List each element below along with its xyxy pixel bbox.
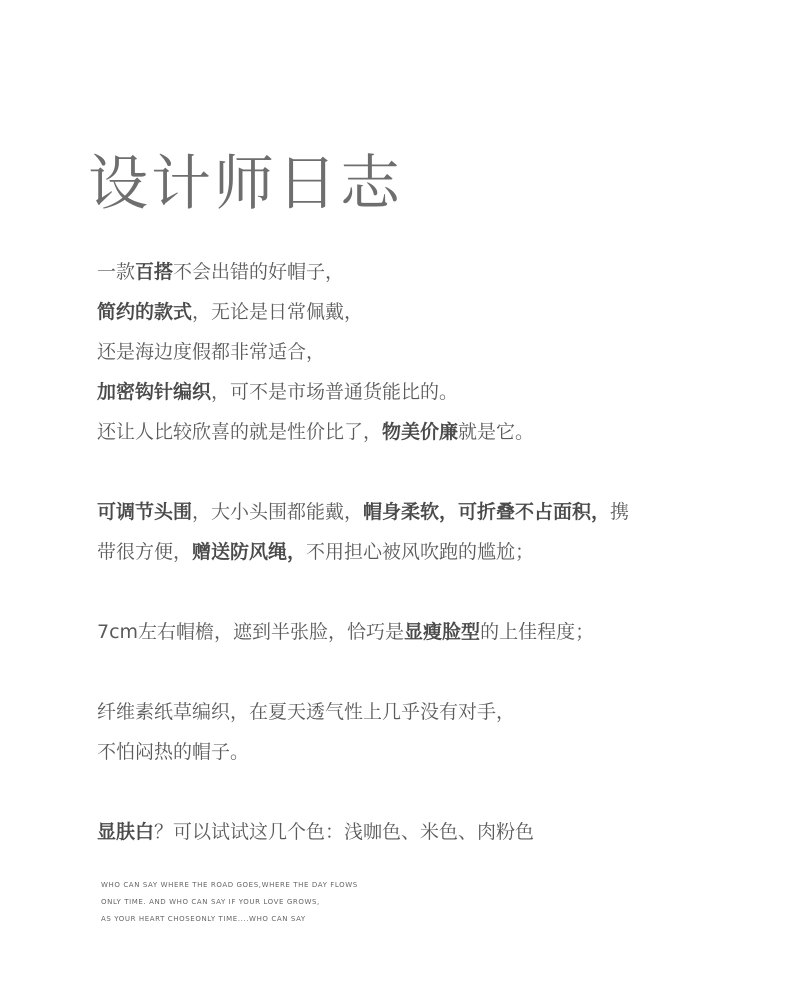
text: 7cm左右帽檐，遮到半张脸，恰巧是: [97, 621, 405, 643]
paragraph-gap: [97, 572, 737, 612]
footer-line: AS YOUR HEART CHOSEONLY TIME....WHO CAN SAY: [101, 915, 306, 923]
text-line: [97, 812, 737, 852]
paragraph-gap: [97, 452, 737, 492]
description-body: [97, 252, 737, 852]
text: ？可以试试这几个色：浅咖色、米色、肉粉色: [154, 821, 535, 843]
text-line: [97, 372, 737, 412]
paragraph-gap: [97, 652, 737, 692]
page-title: 设计师日志: [88, 149, 403, 219]
text-line: [97, 332, 737, 372]
text-line: [97, 612, 737, 652]
text: 的上佳程度；: [480, 621, 595, 643]
highlight-text: 可调节头围: [97, 501, 193, 523]
text-line: [97, 292, 737, 332]
text: ，大小头围都能戴，: [192, 501, 364, 523]
footer-line: WHO CAN SAY WHERE THE ROAD GOES,WHERE THE DAY FLOWS: [101, 881, 358, 889]
paragraph-gap: [97, 772, 737, 812]
text: 还是海边度假都非常适合，: [97, 341, 326, 363]
text-line: [97, 692, 737, 732]
text-line: [97, 532, 737, 572]
highlight-text: 帽身柔软，可折叠不占面积，: [363, 501, 611, 523]
text: 不用担心被风吹跑的尴尬；: [306, 541, 535, 563]
text-line: [97, 492, 737, 532]
highlight-text: 赠送防风绳，: [192, 541, 307, 563]
text: 不怕闷热的帽子。: [97, 741, 250, 763]
text: ，可不是市场普通货能比的。: [211, 381, 459, 403]
text: 就是它。: [458, 421, 535, 443]
text-line: [97, 412, 737, 452]
text-line: [97, 252, 737, 292]
highlight-text: 物美价廉: [382, 421, 459, 443]
text: ，无论是日常佩戴，: [192, 301, 364, 323]
highlight-text: 简约的款式: [97, 301, 193, 323]
highlight-text: 显瘦脸型: [404, 621, 481, 643]
highlight-text: 加密钩针编织: [97, 381, 212, 403]
text: 不会出错的好帽子，: [173, 261, 345, 283]
footer-line: ONLY TIME. AND WHO CAN SAY IF YOUR LOVE GROWS,: [101, 898, 320, 906]
text: 带很方便，: [97, 541, 193, 563]
text: 携: [610, 501, 630, 523]
text: 还让人比较欣喜的就是性价比了，: [97, 421, 383, 443]
highlight-text: 百搭: [135, 261, 174, 283]
text: 纤维素纸草编织，在夏天透气性上几乎没有对手，: [97, 701, 516, 723]
footer-quote: [101, 877, 358, 928]
text: 一款: [97, 261, 136, 283]
highlight-text: 显肤白: [97, 821, 155, 843]
text-line: [97, 732, 737, 772]
